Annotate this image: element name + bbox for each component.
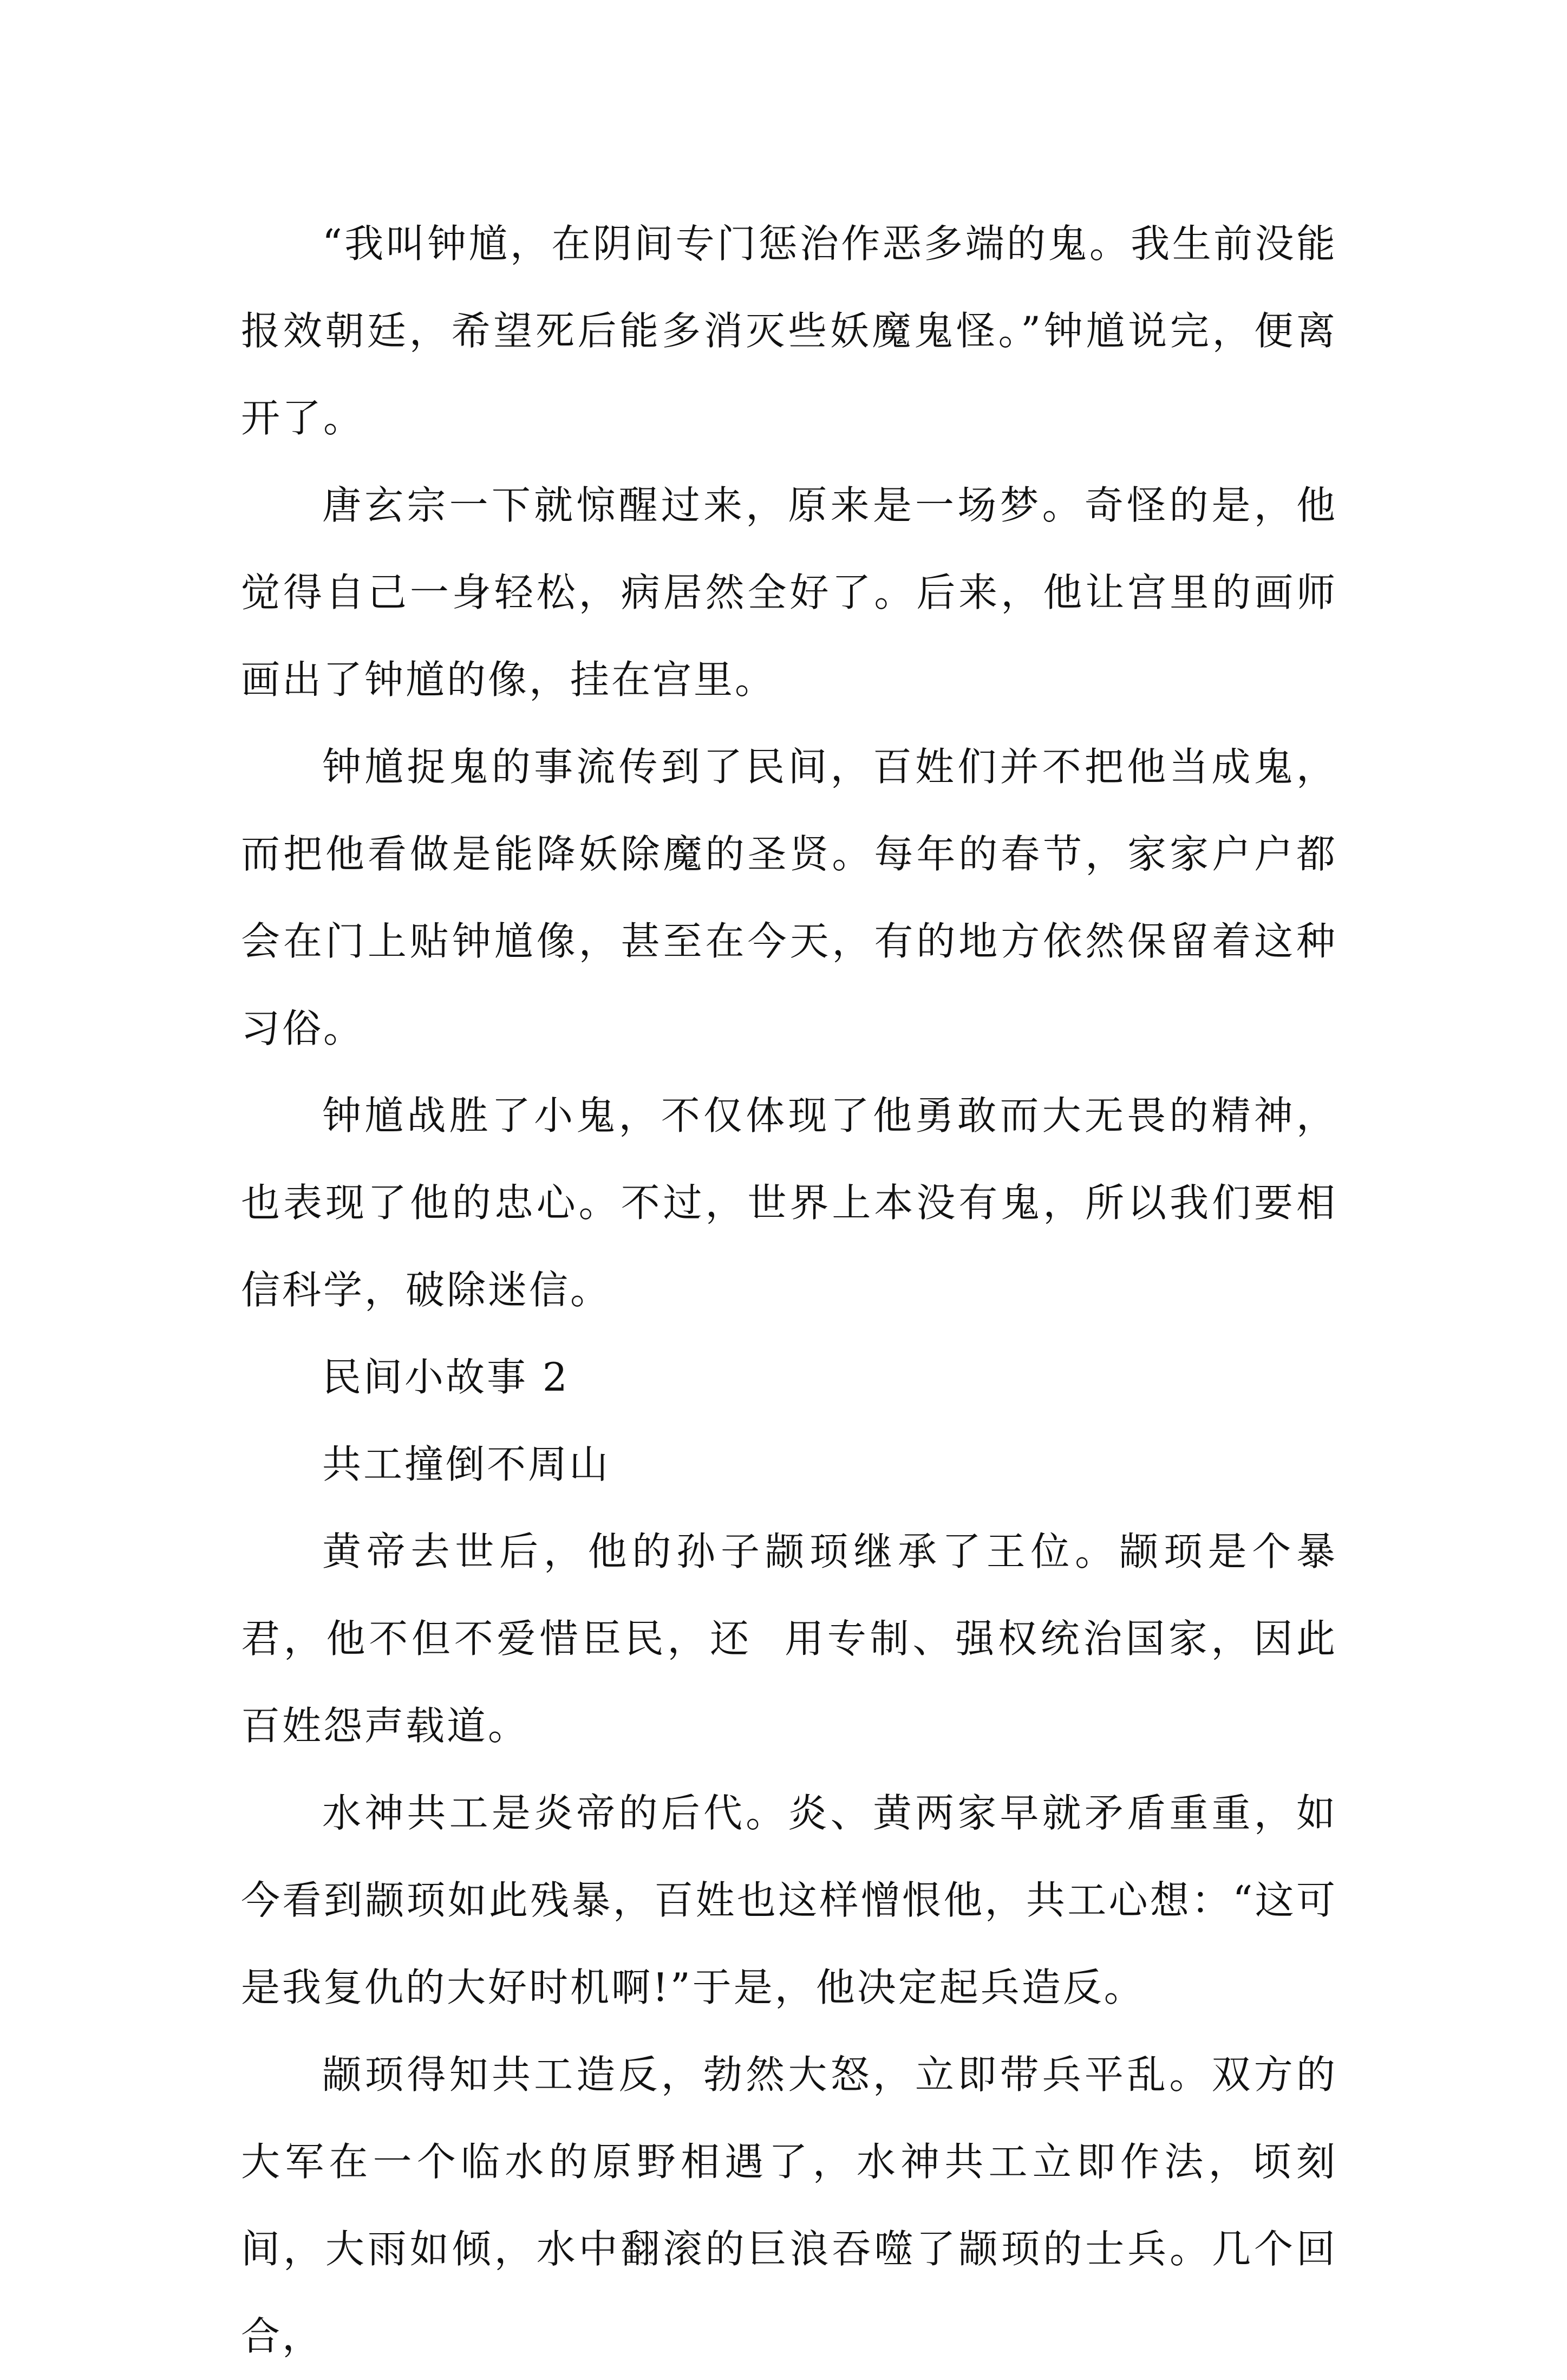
paragraph-folk-custom: 钟馗捉鬼的事流传到了民间，百姓们并不把他当成鬼，而把他看做是能降妖除魔的圣贤。每年的春节，家家户户都会在门上贴钟馗像，甚至在今天，有的地方依然保留着这种习俗。 [241, 744, 1337, 1051]
paragraph-emperor-awakens: 唐玄宗一下就惊醒过来，原来是一场梦。奇怪的是，他觉得自己一身轻松，病居然全好了。后来，他让宫里的画师画出了钟馗的像，挂在宫里。 [241, 482, 1337, 702]
paragraph-battle: 颛顼得知共工造反，勃然大怒，立即带兵平乱。双方的大军在一个临水的原野相遇了，水神共工立即作法，顷刻间，大雨如倾，水中翻滚的巨浪吞噬了颛顼的士兵。几个回合， [241, 2052, 1337, 2359]
document-body [241, 200, 1337, 2380]
paragraph-zhuanxu-tyrant: 黄帝去世后，他的孙子颛顼继承了王位。颛顼是个暴君，他不但不爱惜臣民，还 用专制、强权统治国家，因此百姓怨声载道。 [241, 1529, 1337, 1749]
paragraph-gonggong-revolt: 水神共工是炎帝的后代。炎、黄两家早就矛盾重重，如今看到颛顼如此残暴，百姓也这样憎恨他，共工心想：“这可是我复仇的大好时机啊!”于是，他决定起兵造反。 [241, 1790, 1337, 2010]
section-heading: 民间小故事 2 [322, 1354, 570, 1400]
paragraph-zhongkui-speech: “我叫钟馗，在阴间专门惩治作恶多端的鬼。我生前没能报效朝廷，希望死后能多消灭些妖魔鬼怪。”钟馗说完，便离开了。 [241, 221, 1337, 441]
story-title: 共工撞倒不周山 [322, 1442, 611, 1487]
paragraph-moral: 钟馗战胜了小鬼，不仅体现了他勇敢而大无畏的精神，也表现了他的忠心。不过，世界上本没有鬼，所以我们要相信科学，破除迷信。 [241, 1093, 1337, 1313]
